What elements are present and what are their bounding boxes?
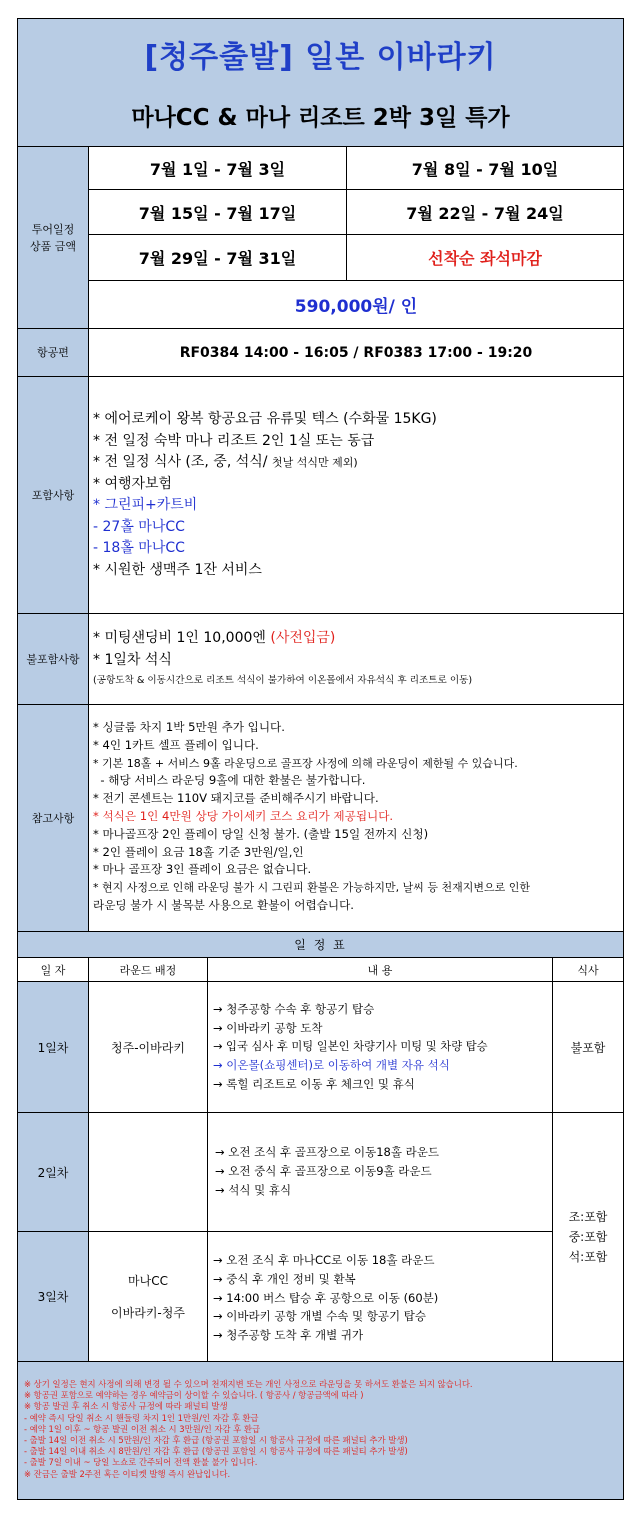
included-list <box>93 409 618 581</box>
day1-item: → 이온몰(쇼핑센터)로 이동하여 개별 자유 석식 <box>213 1058 450 1073</box>
page-subtitle: 마나CC & 마나 리조트 2박 3일 특가 <box>131 104 510 131</box>
excluded-detail: (공항도착 & 이동시간으로 리조트 석식이 불가하여 이온몰에서 자유석식 후 리조트로 이동) <box>93 675 473 686</box>
included-item: * 전 일정 식사 (조, 중, 석식/ 첫날 석식만 제외) <box>93 454 358 470</box>
schedule-header-meal: 식사 <box>577 963 599 977</box>
footer-line: - 예약 즉시 당일 취소 시 핸들링 차지 1인 1만원/인 자감 후 환급 <box>24 1412 259 1423</box>
day3-content <box>213 1251 551 1345</box>
day3-item: → 중식 후 개인 정비 및 환복 <box>213 1271 356 1286</box>
day1-meal: 불포함 <box>570 1040 606 1055</box>
day2-content <box>215 1143 551 1199</box>
included-label: 포함사항 <box>18 377 88 613</box>
footer-line: ※ 항공권 포함으로 예약하는 경우 예약금이 상이할 수 있습니다. ( 항공사 / 항공금액에 따라 ) <box>24 1390 364 1401</box>
tour-price: 590,000원/ 인 <box>294 297 418 317</box>
footer-line: - 출발 14일 이내 취소 시 8만원/인 자감 후 환급 (항공권 포함일 시 항공사 규정에 따른 패널티 추가 발생) <box>24 1446 408 1457</box>
schedule-header-round: 라운드 배정 <box>119 963 177 977</box>
tour-label: 투어일정 상품 금액 <box>18 147 88 328</box>
note-item: * 마나골프장 2인 플레이 당일 신청 불가. (출발 15일 전까지 신청) <box>93 826 429 841</box>
day2-item: → 석식 및 휴식 <box>215 1182 292 1197</box>
footer-notes <box>18 1362 623 1499</box>
page-title: [청주출발] 일본 이바라키 <box>144 40 497 75</box>
included-item: * 에어로케이 왕복 항공요금 유류및 텍스 (수화물 15KG) <box>93 411 437 427</box>
footer-line: - 출발 14일 이전 취소 시 5만원/인 자감 후 환급 (항공권 포함일 시 항공사 규정에 따른 패널티 추가 발생) <box>24 1435 408 1446</box>
day2-item: → 오전 중식 후 골프장으로 이동9홀 라운드 <box>215 1163 432 1178</box>
flight-label: 항공편 <box>18 329 88 376</box>
included-item: - 18홀 마나CC <box>93 540 185 556</box>
notes-label: 참고사항 <box>18 705 88 931</box>
schedule-header-content: 내 용 <box>367 963 393 977</box>
day1-item: → 이바라키 공항 도착 <box>213 1020 323 1035</box>
day3-item: → 이바라키 공항 개별 수속 및 항공기 탑승 <box>213 1309 426 1324</box>
footer-line: - 출발 7일 이내 ~ 당일 노쇼로 간주되어 전액 환불 불가 입니다. <box>24 1457 258 1468</box>
day2-item: → 오전 조식 후 골프장으로 이동18홀 라운드 <box>215 1145 439 1159</box>
day3-item: → 오전 조식 후 마나CC로 이동 18홀 라운드 <box>213 1253 435 1267</box>
footer-line: ※ 잔금은 출발 2주전 혹은 이티켓 발행 즉시 완납입니다. <box>24 1468 231 1479</box>
tour-date-5: 7월 29일 - 7월 31일 <box>138 249 297 268</box>
excluded-label: 불포함사항 <box>18 614 88 704</box>
day3-item: → 청주공항 도착 후 개별 귀가 <box>213 1328 364 1343</box>
note-item: * 싱글룸 차지 1박 5만원 추가 입니다. <box>93 720 285 734</box>
day3-item: → 14:00 버스 탑승 후 공항으로 이동 (60분) <box>213 1290 439 1305</box>
note-item: * 2인 플레이 요금 18홀 기준 3만원/일,인 <box>93 844 304 859</box>
excluded-list <box>93 628 621 689</box>
note-item: - 해당 서비스 라운딩 9홀에 대한 환불은 불가합니다. <box>93 773 366 788</box>
schedule-header-day: 일 자 <box>40 963 66 977</box>
tour-date-3: 7월 15일 - 7월 17일 <box>138 203 297 223</box>
day1-item: → 록힐 리조트로 이동 후 체크인 및 휴식 <box>213 1077 415 1092</box>
excluded-item: * 미팅샌딩비 1인 10,000엔 (사전입금) <box>93 630 336 646</box>
day3-route: 마나CC 이바라키-청주 <box>111 1273 185 1320</box>
day1-content <box>213 1000 551 1094</box>
notes-list <box>93 719 621 915</box>
note-item: * 석식은 1인 4만원 상당 가이세키 코스 요리가 제공됩니다. <box>93 808 394 823</box>
schedule-title: 일 정 표 <box>18 932 623 957</box>
included-item: * 여행자보험 <box>93 475 173 492</box>
tour-product-sheet <box>17 18 624 1500</box>
soldout-notice: 선착순 좌석마감 <box>428 249 542 268</box>
excluded-item: * 1일차 석식 <box>93 651 172 668</box>
note-item: * 마나 골프장 3인 플레이 요금은 없습니다. <box>93 862 312 877</box>
note-item: * 현지 사정으로 인해 라운딩 불가 시 그린피 환불은 가능하지만, 날씨 등 천재지변으로 인한 <box>93 881 530 895</box>
included-item: * 시원한 생맥주 1잔 서비스 <box>93 561 262 578</box>
day1-item: → 입국 심사 후 미팅 일본인 차량기사 미팅 및 차량 탑승 <box>213 1039 488 1053</box>
included-item: - 27홀 마나CC <box>93 518 185 535</box>
tour-date-4: 7월 22일 - 7월 24일 <box>406 203 564 223</box>
day2-label: 2일차 <box>18 1113 88 1231</box>
included-item: * 전 일정 숙박 마나 리조트 2인 1실 또는 동급 <box>93 432 375 449</box>
footer-line: ※ 상기 일정은 현지 사정에 의해 변경 될 수 있으며 천재지변 또는 개인 사정으로 라운딩을 못 하셔도 환불은 되지 않습니다. <box>24 1379 473 1389</box>
day3-label: 3일차 <box>18 1232 88 1361</box>
note-item: * 전기 콘센트는 110V 돼지코를 준비해주시기 바랍니다. <box>93 791 379 806</box>
day1-route: 청주-이바라키 <box>111 1040 185 1055</box>
header <box>18 19 623 146</box>
day1-label: 1일차 <box>18 982 88 1112</box>
included-item: * 그린피+카트비 <box>93 497 198 513</box>
footer-line: - 예약 1일 이후 ~ 항공 발권 이전 취소 시 3만원/인 자감 후 환급 <box>24 1423 261 1434</box>
flight-info: RF0384 14:00 - 16:05 / RF0383 17:00 - 19:20 <box>179 344 533 361</box>
tour-date-1: 7월 1일 - 7월 3일 <box>149 159 286 179</box>
note-item: * 4인 1카트 셀프 플레이 입니다. <box>93 737 259 752</box>
day1-item: → 청주공항 수속 후 항공기 탑승 <box>213 1002 375 1016</box>
tour-date-2: 7월 8일 - 7월 10일 <box>411 159 559 179</box>
day23-meal: 조:포함 중:포함 석:포함 <box>568 1210 608 1264</box>
note-item: 라운딩 불가 시 불목분 사용으로 환불이 어렵습니다. <box>93 897 354 912</box>
note-item: * 기본 18홀 + 서비스 9홀 라운딩으로 골프장 사정에 의해 라운딩이 제한될 수 있습니다. <box>93 756 518 770</box>
footer-line: ※ 항공 발권 후 취소 시 항공사 규정에 따라 패널티 발생 <box>24 1401 228 1412</box>
